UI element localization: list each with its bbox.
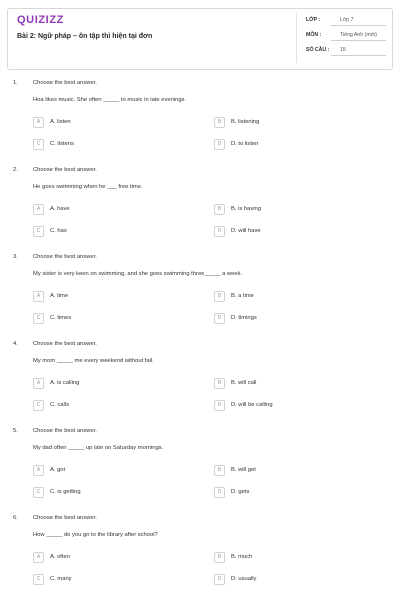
- option-text: D. gets: [231, 489, 250, 495]
- option-letter-box: D: [214, 574, 225, 585]
- option-letter-box: B: [214, 378, 225, 389]
- option-letter-box: A: [33, 117, 44, 128]
- option-letter-box: B: [214, 465, 225, 476]
- meta-value: 15: [340, 47, 346, 53]
- option-text: D. will be calling: [231, 402, 273, 408]
- option-text: B. will call: [231, 380, 257, 386]
- option-text: A. is calling: [50, 380, 80, 386]
- option-text: C. is getting: [50, 489, 81, 495]
- option-text: B. much: [231, 554, 253, 560]
- question-instruction: Choose the best answer.: [33, 254, 97, 260]
- meta-value: Tiếng Anh (mới): [340, 32, 377, 38]
- option-letter-box: B: [214, 204, 225, 215]
- option-letter-box: A: [33, 378, 44, 389]
- question-number: 1.: [13, 80, 18, 86]
- option-text: C. calls: [50, 402, 70, 408]
- option-letter-box: B: [214, 117, 225, 128]
- meta-underline: [331, 55, 386, 56]
- option-letter-box: A: [33, 291, 44, 302]
- question-instruction: Choose the best answer.: [33, 167, 97, 173]
- option-text: B. a time: [231, 293, 254, 299]
- option-letter-box: C: [33, 139, 44, 150]
- question-instruction: Choose the best answer.: [33, 341, 97, 347]
- option-text: B. listening: [231, 119, 260, 125]
- option-letter-box: D: [214, 226, 225, 237]
- meta-underline: [331, 25, 386, 26]
- option-text: A. got: [50, 467, 66, 473]
- option-letter-box: D: [214, 487, 225, 498]
- option-text: C. listens: [50, 141, 74, 147]
- meta-value: Lớp 7: [340, 17, 354, 23]
- header-divider: [296, 13, 297, 63]
- option-text: A. listen: [50, 119, 71, 125]
- option-letter-box: B: [214, 552, 225, 563]
- option-letter-box: A: [33, 465, 44, 476]
- question-number: 2.: [13, 167, 18, 173]
- option-text: A. time: [50, 293, 69, 299]
- option-text: C. many: [50, 576, 72, 582]
- question-text: How _____ do you go to the library after school?: [33, 532, 158, 538]
- option-text: A. have: [50, 206, 70, 212]
- option-letter-box: D: [214, 400, 225, 411]
- question-number: 5.: [13, 428, 18, 434]
- question-text: Hoa likes music. She often _____ to music in late evenings.: [33, 97, 187, 103]
- option-letter-box: D: [214, 139, 225, 150]
- option-letter-box: C: [33, 574, 44, 585]
- question-text: My sister is very keen on swimming, and she goes swimming three_____ a week.: [33, 271, 243, 277]
- option-letter-box: B: [214, 291, 225, 302]
- quizizz-logo: QUIZIZZ: [17, 14, 64, 26]
- worksheet-title: Bài 2: Ngữ pháp – ôn tập thì hiện tại đơn: [17, 33, 153, 40]
- meta-underline: [331, 40, 386, 41]
- question-number: 6.: [13, 515, 18, 521]
- meta-key: SỐ CÂU :: [306, 47, 330, 53]
- option-text: D. usually: [231, 576, 257, 582]
- option-letter-box: C: [33, 226, 44, 237]
- question-instruction: Choose the best answer.: [33, 80, 97, 86]
- option-text: C. times: [50, 315, 72, 321]
- question-text: My mom _____ me every weekend without fail.: [33, 358, 154, 364]
- option-text: C. has: [50, 228, 67, 234]
- option-text: B. is having: [231, 206, 261, 212]
- option-text: B. will get: [231, 467, 256, 473]
- meta-key: MÔN :: [306, 32, 322, 38]
- option-letter-box: C: [33, 313, 44, 324]
- option-text: D. timings: [231, 315, 257, 321]
- option-text: D. will have: [231, 228, 261, 234]
- question-number: 4.: [13, 341, 18, 347]
- option-letter-box: C: [33, 487, 44, 498]
- option-text: D. to listen: [231, 141, 259, 147]
- question-text: He goes swimming when he ___ free time.: [33, 184, 143, 190]
- option-letter-box: A: [33, 204, 44, 215]
- question-instruction: Choose the best answer.: [33, 428, 97, 434]
- option-letter-box: A: [33, 552, 44, 563]
- question-text: My dad often _____ up late on Saturday mornings.: [33, 445, 164, 451]
- option-letter-box: C: [33, 400, 44, 411]
- question-instruction: Choose the best answer.: [33, 515, 97, 521]
- option-letter-box: D: [214, 313, 225, 324]
- question-number: 3.: [13, 254, 18, 260]
- meta-key: LỚP :: [306, 17, 321, 23]
- option-text: A. often: [50, 554, 70, 560]
